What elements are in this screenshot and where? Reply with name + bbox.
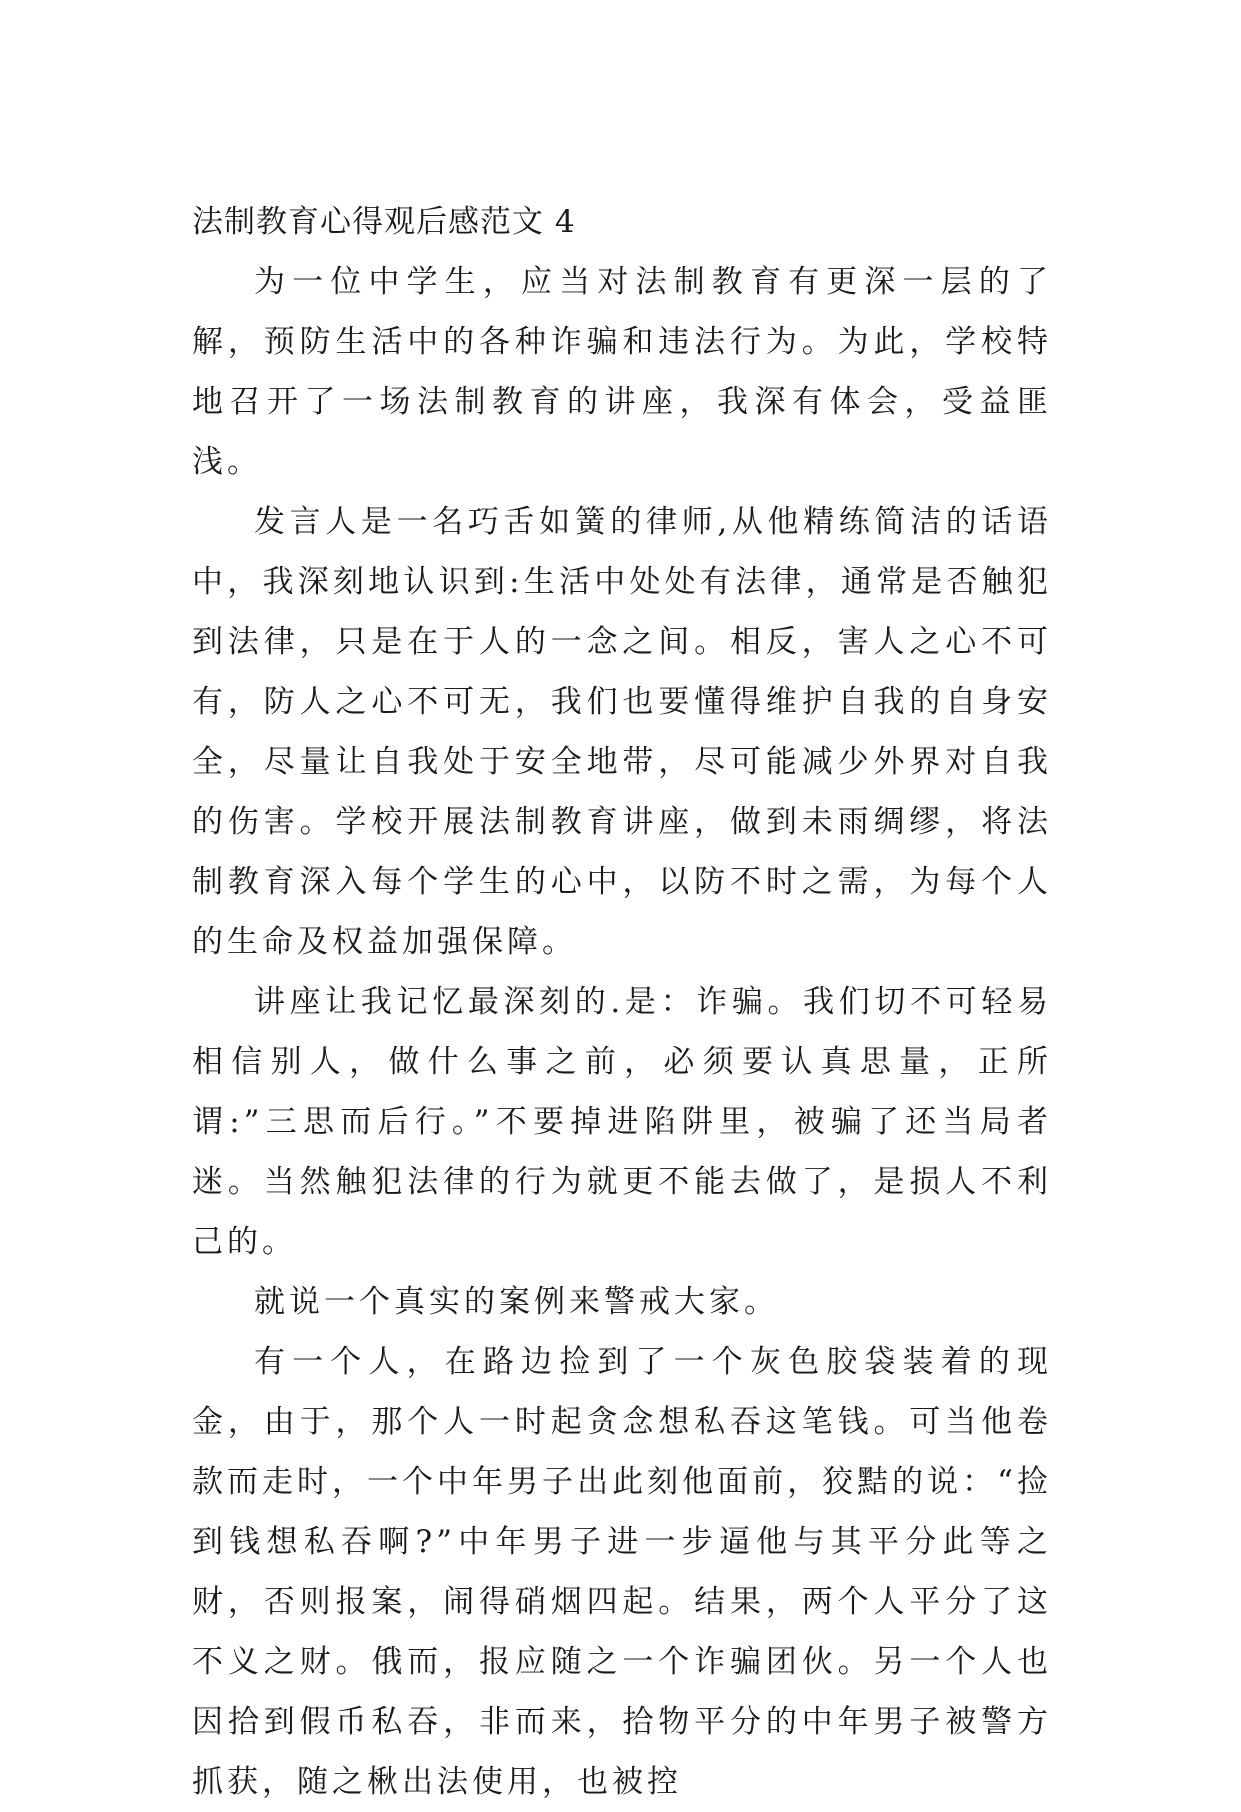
document-body (192, 192, 1052, 1812)
paragraph-2: 发言人是一名巧舌如簧的律师,从他精练简洁的话语中，我深刻地认识到:生活中处处有法律，通常是否触犯到法律，只是在于人的一念之间。相反，害人之心不可有，防人之心不可无，我们也要懂得维护自我的自身安全，尽量让自我处于安全地带，尽可能减少外界对自我的伤害。学校开展法制教育讲座，做到未雨绸缪，将法制教育深入每个学生的心中，以防不时之需，为每个人的生命及权益加强保障。 (192, 504, 1052, 960)
paragraph-4: 就说一个真实的案例来警戒大家。 (254, 1284, 779, 1320)
document-title: 法制教育心得观后感范文 4 (192, 204, 576, 240)
paragraph-5: 有一个人，在路边捡到了一个灰色胶袋装着的现金，由于，那个人一时起贪念想私吞这笔钱。可当他卷款而走时，一个中年男子出此刻他面前，狡黠的说：“捡到钱想私吞啊?”中年男子进一步逼他与其平分此等之财，否则报案，闹得硝烟四起。结果，两个人平分了这不义之财。俄而，报应随之一个诈骗团伙。另一个人也因拾到假币私吞，非而来，拾物平分的中年男子被警方抓获，随之楸出法使用，也被控 (192, 1344, 1052, 1800)
paragraph-1: 为一位中学生，应当对法制教育有更深一层的了解，预防生活中的各种诈骗和违法行为。为此，学校特地召开了一场法制教育的讲座，我深有体会，受益匪浅。 (192, 264, 1052, 480)
paragraph-3: 讲座让我记忆最深刻的.是：诈骗。我们切不可轻易相信别人，做什么事之前，必须要认真思量，正所谓:”三思而后行。”不要掉进陷阱里，被骗了还当局者迷。当然触犯法律的行为就更不能去做了，是损人不利己的。 (192, 984, 1052, 1260)
